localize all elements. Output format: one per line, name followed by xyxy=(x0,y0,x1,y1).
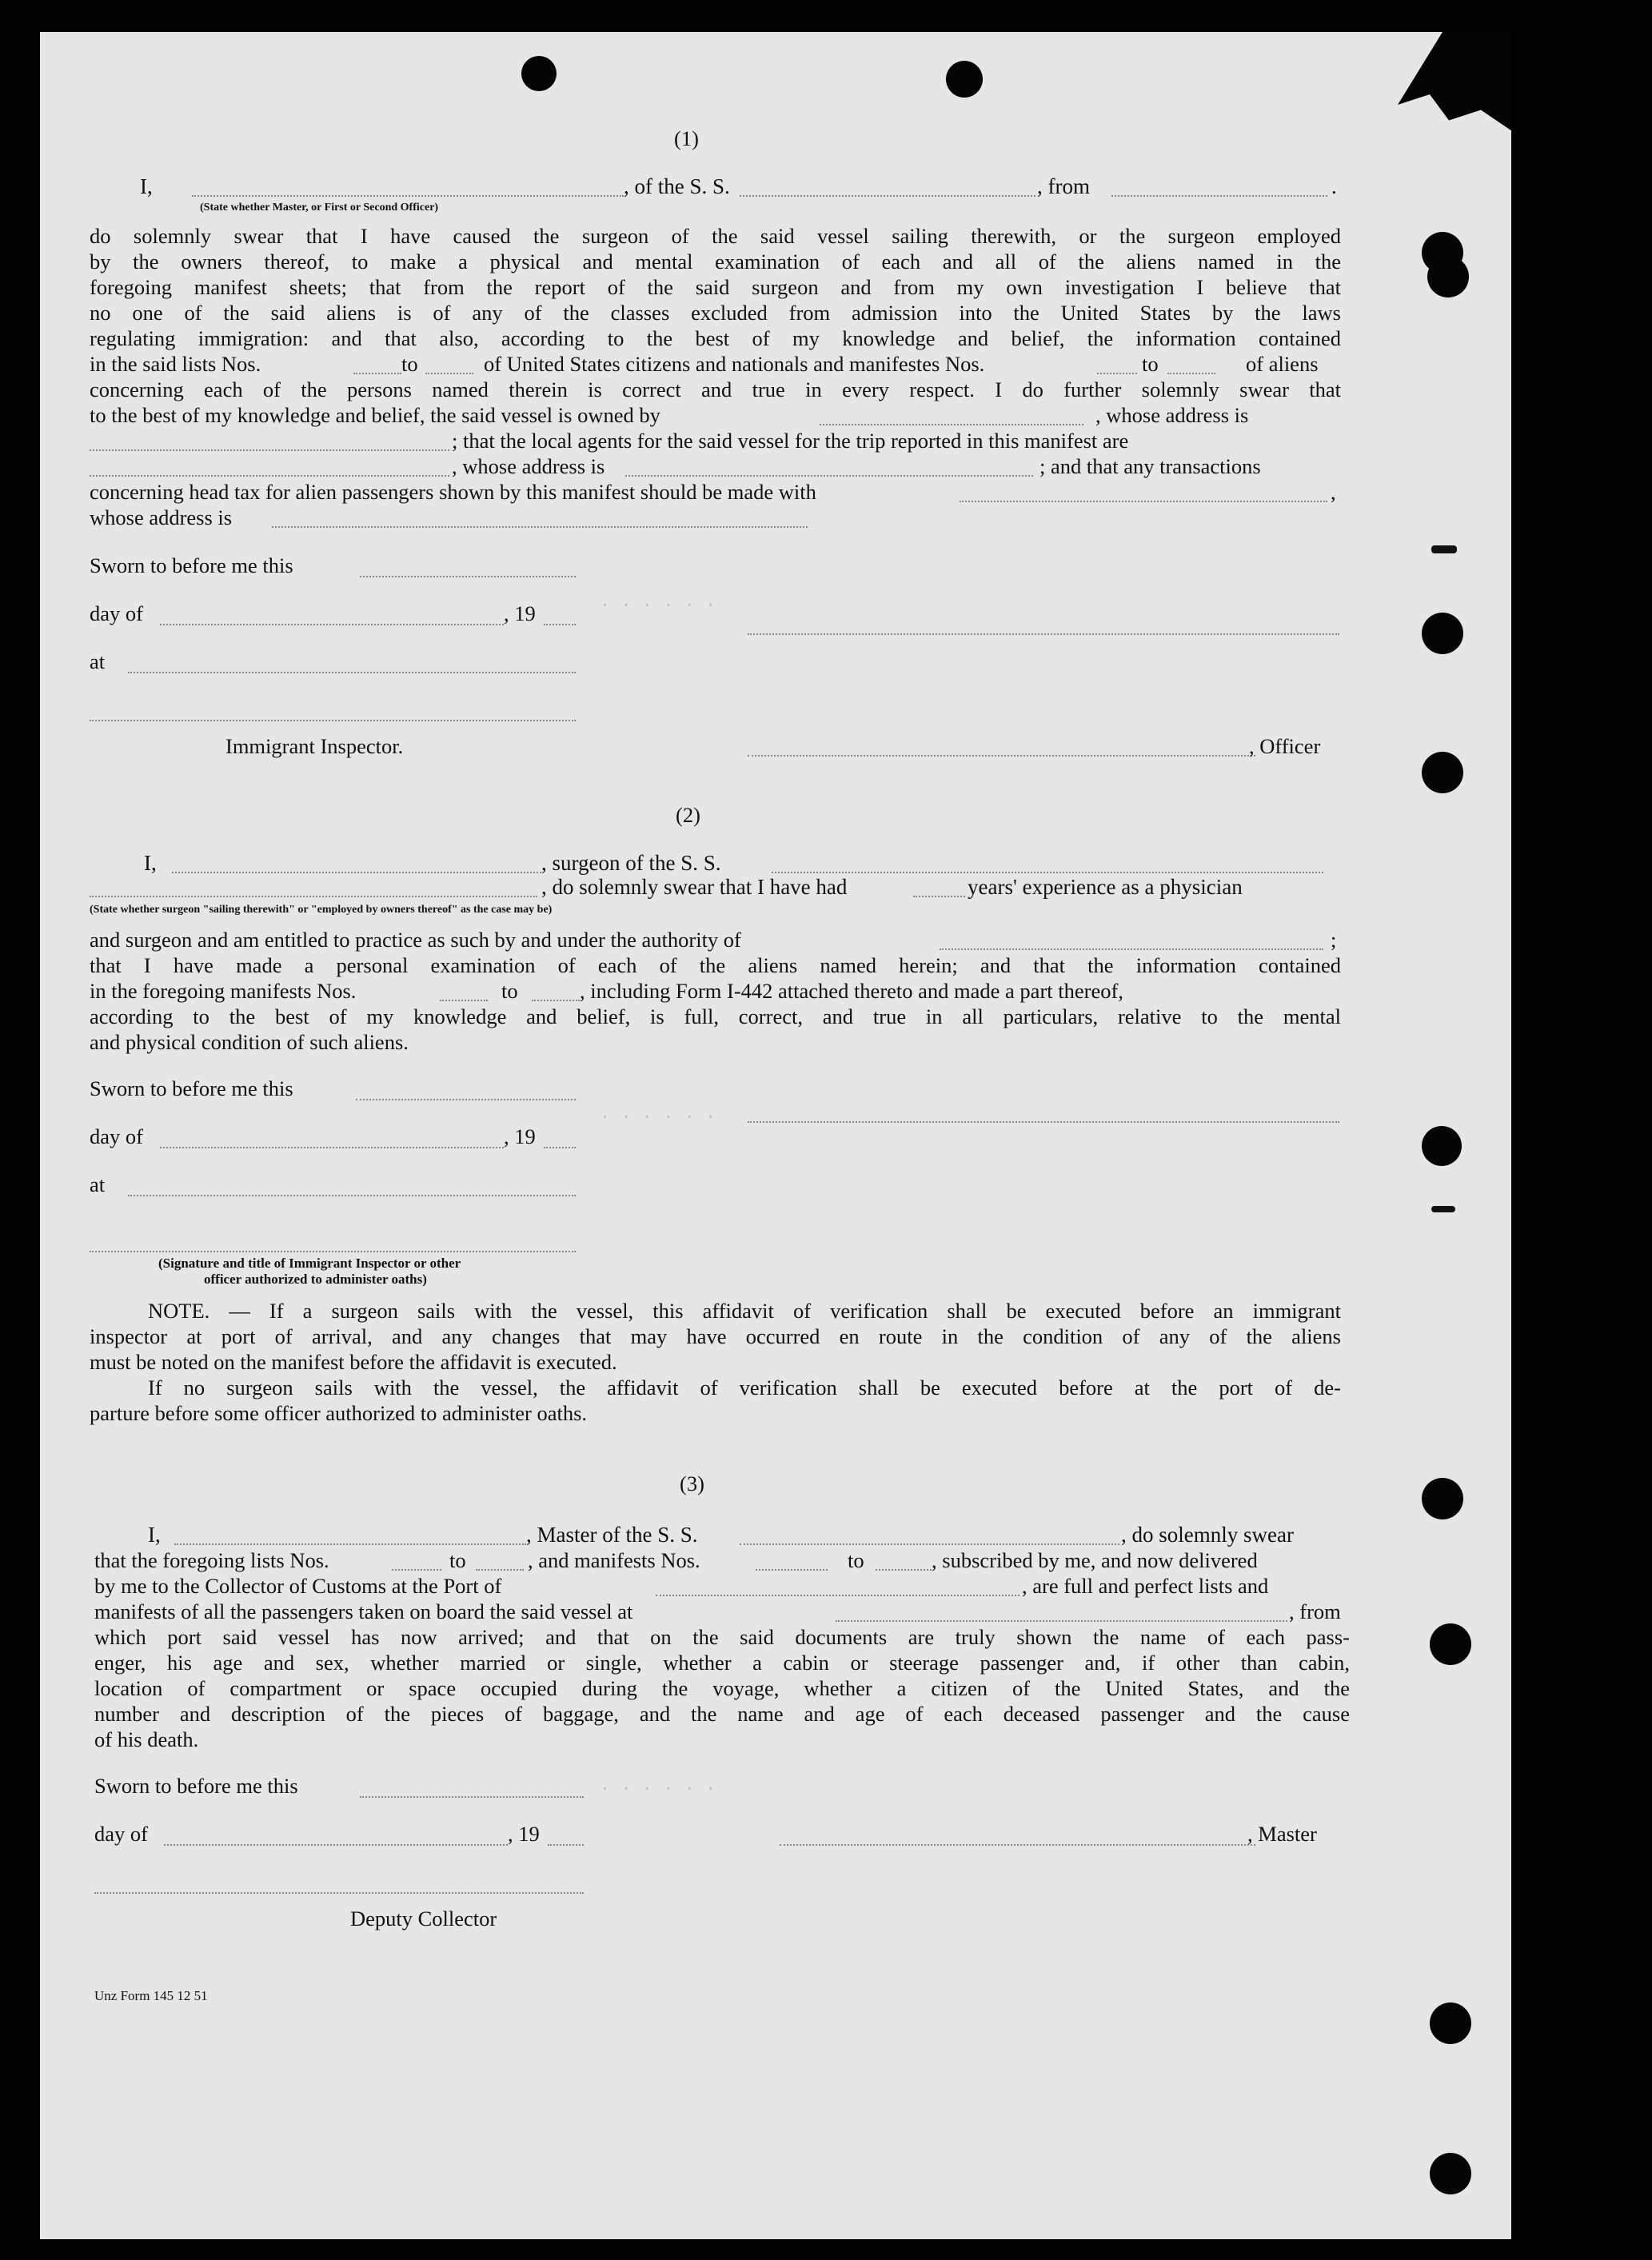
s1-para-4: no one of the said aliens is of any of the classes excluded from admission into the United States by the laws xyxy=(90,301,1341,325)
s1-para-5: regulating immigration: and that also, according to the best of my knowledge and belief, the information contained xyxy=(90,326,1341,350)
s1-para-3: foregoing manifest sheets; that from the report of the said surgeon and from my own investigation I believe that xyxy=(90,275,1341,299)
s1-lists-to2: to xyxy=(1142,352,1159,376)
s2-at: at xyxy=(90,1172,106,1196)
punch-hole xyxy=(1427,256,1469,297)
s1-whose-address-is: whose address is xyxy=(90,505,233,529)
s3-manifests-from-field[interactable] xyxy=(756,1569,828,1571)
s3-manifests-a: manifests of all the passengers taken on board the said vessel at xyxy=(94,1599,633,1623)
punch-hole xyxy=(1422,752,1463,793)
s1-inspector-signature-field[interactable] xyxy=(90,720,576,721)
s1-lists-b: of United States citizens and nationals and manifestes Nos. xyxy=(484,352,985,376)
s2-ship-field[interactable] xyxy=(772,872,1323,873)
s1-sworn: Sworn to before me this xyxy=(90,553,293,577)
torn-corner xyxy=(1391,32,1511,136)
s2-surgeon-type-field[interactable] xyxy=(90,896,537,897)
s2-authority-field[interactable] xyxy=(940,948,1323,950)
s1-lists-from-field[interactable] xyxy=(353,373,401,374)
s2-surgeon-signature-field[interactable] xyxy=(748,1121,1339,1123)
s3-master-label: , Master xyxy=(1247,1822,1317,1846)
s3-lists-a: that the foregoing lists Nos. xyxy=(94,1548,329,1572)
s2-sworn: Sworn to before me this xyxy=(90,1076,293,1100)
s1-officer-label: , Officer xyxy=(1249,734,1321,758)
s2-note-last: must be noted on the manifest before the affidavit is executed. xyxy=(90,1350,617,1374)
s1-officer-field[interactable] xyxy=(192,195,624,197)
s3-line-i: I, xyxy=(148,1523,161,1547)
s2-manifests-to: to xyxy=(501,979,518,1003)
s3-para-4: number and description of the pieces of baggage, and the name and age of each deceased passenger and the cause xyxy=(94,1702,1350,1726)
s1-owner-address-field[interactable] xyxy=(90,449,449,451)
s3-lists-from-field[interactable] xyxy=(392,1569,441,1571)
s3-day-of: day of xyxy=(94,1822,148,1846)
s3-lists-b: , and manifests Nos. xyxy=(528,1548,700,1572)
s1-manifest-to-field[interactable] xyxy=(1167,373,1215,374)
s2-line-i: I, xyxy=(144,851,157,875)
s1-inspector-label: Immigrant Inspector. xyxy=(225,734,404,758)
s2-nineteen: , 19 xyxy=(504,1124,536,1148)
s3-boarded-at-field[interactable] xyxy=(836,1620,1287,1622)
punch-hole xyxy=(1430,2002,1471,2044)
punch-hole xyxy=(1422,1478,1463,1519)
s1-agents-address-field[interactable] xyxy=(625,475,1033,477)
s3-para-3: location of compartment or space occupied during the voyage, whether a citizen of the United States, and the xyxy=(94,1676,1350,1700)
s3-do-swear: , do solemnly swear xyxy=(1121,1523,1294,1547)
s1-day-of: day of xyxy=(90,601,143,625)
s3-deputy-signature-field[interactable] xyxy=(94,1892,584,1894)
s2-if-no-last: parture before some officer authorized to administer oaths. xyxy=(90,1401,588,1425)
s1-officer-signature-field[interactable] xyxy=(748,633,1339,635)
s1-ship-field[interactable] xyxy=(740,195,1035,197)
s1-whose-addr: , whose address is xyxy=(452,454,605,478)
punch-hole xyxy=(1422,613,1463,654)
s1-owner-field[interactable] xyxy=(820,424,1083,425)
s1-sworn-field[interactable] xyxy=(360,576,576,577)
s1-from: , from xyxy=(1037,174,1090,198)
s3-master-signature-field[interactable] xyxy=(780,1844,1255,1846)
s3-sworn-field[interactable] xyxy=(360,1796,584,1798)
s1-headtax-address-field[interactable] xyxy=(272,526,808,528)
s2-years-field[interactable] xyxy=(913,896,965,897)
manifest-affidavit-page: . . . . . . . . . . . . . . . . . . (1) I, , of the S. S. , from . (State whether Master, or First or Second Officer) do solemnly swear that I have caused the surgeon of the said vessel sailing therewith, or the surgeon employed by the owners thereof, to make a physical and mental examination of each and all of the aliens named in the foregoing manifest sheets; that from the report of the said surgeon and from my own investigation I believe that no one of the said aliens is of any of the classes excluded from admission into the United States by the laws regulating immigration: and that also, according to the best of my knowledge and belief, the information contained in the said lists Nos. to of United States citizens and nationals and manifestes Nos. to of aliens concerning each of the persons named therein is correct and true in every respect. I do further solemnly swear that to the best of my knowledge and belief, the said vessel is owned by , whose address is ; that the local agents for the said vessel for the trip reported in this manifest are , whose address is ; and that any transactions concerning head tax for alien passengers shown by this manifest should be made with , whose address is Sworn to before me this day of , 19 at Immigrant Inspector. , Officer (2) I, , surgeon of the S. S. , do solemnly swear that I have had years' experience as a physician (State whether surgeon "sailing therewith" or "employed by owners thereof" as the case may be) and surgeon and am entitled to practice as such by and under the authority of ; that I have made a personal examination of each of the aliens named herein; and that the information contained in the foregoing manifests Nos. to , including Form I-442 attached thereto and made a part thereof, according to the best of my knowledge and belief, is full, correct, and true in all particulars, relative to the mental and physical condition of such aliens. Sworn to before me this day of , 19 at (Signature and title of Immigrant Inspector or other officer authorized to administer oaths) NOTE. — If a surgeon sails with the vessel, this affidavit of verification shall be executed before an immigrant inspector at port of arrival, and any changes that may have occurred en route in the condition of any of the aliens must be noted on the manifest before the affidavit is executed. If no surgeon sails with the vessel, the affidavit of verification shall be executed before at the port of de- parture before some officer authorized to administer oaths. (3) I, , Master of the S. S. , do solemnly swear that the foregoing lists Nos. to , and manifests Nos. to , subscribed by me, and now delivered by me to the Collector of Customs at the Port of , are full and perfect lists and manifests of all the passengers taken on board the said vessel at , from which port said vessel has now arrived; and that on the said documents are truly shown the name of each pass- enger, his age and sex, whether married or single, whether a cabin or steerage passenger and, if other than cabin, location of compartment or space occupied during the voyage, whether a citizen of the United States, and the number and description of the pieces of baggage, and the name and age of each deceased passenger and the cause of his death. Sworn to before me this day of , 19 , Master Deputy Collector Unz Form 145 12 51 xyxy=(40,32,1511,2239)
s2-sig-note-2: officer authorized to administer oaths) xyxy=(204,1272,427,1287)
s2-day-of: day of xyxy=(90,1124,143,1148)
s2-manifests-from-field[interactable] xyxy=(440,1000,488,1001)
s3-manifests-to-field[interactable] xyxy=(876,1569,932,1571)
s1-lists-c: of aliens xyxy=(1246,352,1319,376)
mark-dash xyxy=(1431,545,1457,553)
s1-officer-note: (State whether Master, or First or Second Officer) xyxy=(200,202,439,214)
punch-hole xyxy=(1422,1126,1462,1166)
punch-hole xyxy=(946,61,983,98)
s1-transactions: ; and that any transactions xyxy=(1039,454,1261,478)
s3-collector-b: , are full and perfect lists and xyxy=(1022,1574,1269,1598)
s2-surgeon-of: , surgeon of the S. S. xyxy=(541,851,721,875)
s3-para-1: which port said vessel has now arrived; and that on the said documents are truly shown the name of each pass- xyxy=(94,1625,1350,1649)
s1-from-field[interactable] xyxy=(1111,195,1327,197)
s1-at: at xyxy=(90,649,106,673)
s2-manifests-b: , including Form I-442 attached thereto and made a part thereof, xyxy=(580,979,1123,1003)
s1-lists-to-field[interactable] xyxy=(425,373,473,374)
s3-year-field[interactable] xyxy=(548,1844,584,1846)
s2-day-field[interactable] xyxy=(160,1147,504,1148)
s1-agents-field[interactable] xyxy=(90,475,449,477)
s1-lists-to1: to xyxy=(401,352,418,376)
s2-authority: and surgeon and am entitled to practice as such by and under the authority of xyxy=(90,928,741,952)
s3-deputy-label: Deputy Collector xyxy=(350,1907,497,1931)
s1-lists-a: in the said lists Nos. xyxy=(90,352,261,376)
s1-para-1: do solemnly swear that I have caused the surgeon of the said vessel sailing therewith, or the surgeon employed xyxy=(90,224,1341,248)
s1-owned-b: , whose address is xyxy=(1095,403,1249,427)
s2-manifests-a: in the foregoing manifests Nos. xyxy=(90,979,357,1003)
punch-hole xyxy=(1430,2153,1471,2194)
section-1-number: (1) xyxy=(674,126,699,150)
s3-ship-field[interactable] xyxy=(740,1543,1119,1545)
s3-lists-to-field[interactable] xyxy=(476,1569,524,1571)
s3-para-last: of his death. xyxy=(94,1727,199,1751)
s1-nineteen: , 19 xyxy=(504,601,536,625)
s3-lists-c: , subscribed by me, and now delivered xyxy=(932,1548,1258,1572)
mark-dash xyxy=(1431,1206,1455,1212)
s1-headtax-field[interactable] xyxy=(960,501,1327,502)
s1-year-field[interactable] xyxy=(544,624,576,625)
s3-master-of: , Master of the S. S. xyxy=(526,1523,698,1547)
s1-para-2: by the owners thereof, to make a physical and mental examination of each and all of the aliens named in the xyxy=(90,250,1341,274)
s2-sworn-field[interactable] xyxy=(356,1099,576,1100)
s1-manifest-from-field[interactable] xyxy=(1097,373,1137,374)
s2-inspector-signature-field[interactable] xyxy=(90,1251,576,1252)
s3-nineteen: , 19 xyxy=(508,1822,540,1846)
s1-officer-line[interactable] xyxy=(748,755,1255,757)
punch-hole xyxy=(1430,1623,1471,1665)
s1-concerning: concerning each of the persons named therein is correct and true in every respect. I do further solemnly swear that xyxy=(90,377,1341,401)
s3-para-2: enger, his age and sex, whether married or single, whether a cabin or steerage passenger and, if other than cabin, xyxy=(94,1651,1350,1675)
s3-day-field[interactable] xyxy=(164,1844,508,1846)
s2-exam: that I have made a personal examination of each of the aliens named herein; and that the information contained xyxy=(90,953,1341,977)
s1-line-i: I, xyxy=(140,174,153,198)
punch-hole xyxy=(521,56,557,91)
s3-manifests-b: , from xyxy=(1289,1599,1341,1623)
form-number: Unz Form 145 12 51 xyxy=(94,1988,208,2003)
s1-agents: ; that the local agents for the said vessel for the trip reported in this manifest are xyxy=(452,429,1129,453)
s3-collector: by me to the Collector of Customs at the Port of xyxy=(94,1574,502,1598)
section-2-number: (2) xyxy=(676,803,700,827)
s2-surgeon-note: (State whether surgeon "sailing therewith" or "employed by owners thereof" as the case may be) xyxy=(90,904,553,916)
s3-master-name-field[interactable] xyxy=(174,1543,526,1545)
s2-swear-a: , do solemnly swear that I have had xyxy=(541,875,848,899)
s2-if-no: If no surgeon sails with the vessel, the affidavit of verification shall be executed before at the port of de- xyxy=(148,1376,1341,1400)
s1-of-ss: , of the S. S. xyxy=(624,174,730,198)
s2-note-1: NOTE. — If a surgeon sails with the vessel, this affidavit of verification shall be executed before an immigrant xyxy=(148,1299,1341,1323)
s3-lists-to1: to xyxy=(449,1548,466,1572)
section-3-number: (3) xyxy=(680,1471,704,1495)
s1-day-field[interactable] xyxy=(160,624,504,625)
s3-port-field[interactable] xyxy=(656,1595,1020,1596)
s2-according: according to the best of my knowledge and belief, is full, correct, and true in all particulars, relative to the mental xyxy=(90,1004,1341,1028)
s1-owned-a: to the best of my knowledge and belief, the said vessel is owned by xyxy=(90,403,660,427)
s2-note-2: inspector at port of arrival, and any changes that may have occurred en route in the condition of any of the aliens xyxy=(90,1324,1341,1348)
s2-year-field[interactable] xyxy=(544,1147,576,1148)
s2-sig-note-1: (Signature and title of Immigrant Inspector or other xyxy=(158,1256,461,1271)
s2-swear-b: years' experience as a physician xyxy=(968,875,1243,899)
s2-physical: and physical condition of such aliens. xyxy=(90,1030,409,1054)
s3-sworn: Sworn to before me this xyxy=(94,1774,298,1798)
s2-at-field[interactable] xyxy=(128,1195,576,1196)
s3-lists-to2: to xyxy=(848,1548,864,1572)
s2-surgeon-name-field[interactable] xyxy=(172,872,541,873)
s1-headtax: concerning head tax for alien passengers shown by this manifest should be made with xyxy=(90,480,816,504)
s2-manifests-to-field[interactable] xyxy=(532,1000,580,1001)
s1-at-field[interactable] xyxy=(128,672,576,673)
